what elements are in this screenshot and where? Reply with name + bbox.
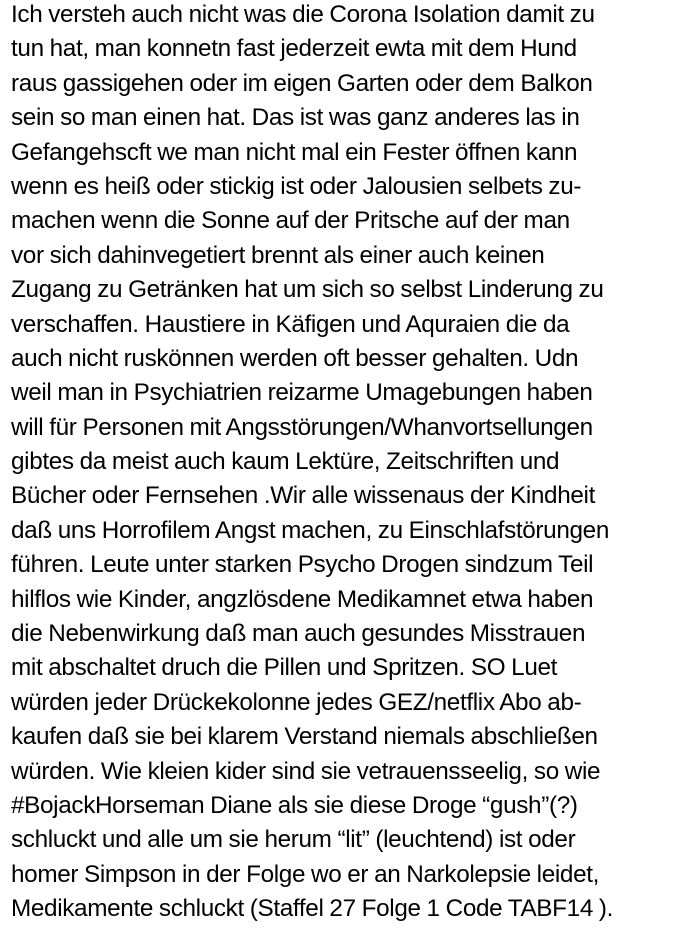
text-line: kaufen daß sie bei klarem Verstand niemals abschließen [11,723,598,751]
text-line: auch nicht ruskönnen werden oft besser gehalten. Udn [11,344,579,372]
text-line: homer Simpson in der Folge wo er an Narkolepsie leidet, [11,860,600,888]
text-line: Bücher oder Fernsehen .Wir alle wissenaus der Kindheit [11,482,595,510]
text-line: würden. Wie kleien kider sind sie vetrauensseelig, so wie [11,757,601,785]
text-line: würden jeder Drückekolonne jedes GEZ/netflix Abo ab- [11,688,582,716]
text-line: raus gassigehen oder im eigen Garten oder dem Balkon [11,69,593,97]
text-line: mit abschaltet druch die Pillen und Spritzen. SO Luet [11,654,558,682]
text-line: weil man in Psychiatrien reizarme Umagebungen haben [11,379,593,407]
text-line: Zugang zu Getränken hat um sich so selbst Linderung zu [11,276,604,304]
text-line: Medikamente schluckt (Staffel 27 Folge 1 Code TABF14 ). [11,895,614,923]
text-line: machen wenn die Sonne auf der Pritsche auf der man [11,207,570,235]
text-line: verschaffen. Haustiere in Käfigen und Aquraien die da [11,310,570,338]
text-line: daß uns Horrofilem Angst machen, zu Einschlafstörungen [11,516,609,544]
text-line: Ich versteh auch nicht was die Corona Isolation damit zu [11,1,595,28]
text-line: will für Personen mit Angsstörungen/Whanvortsellungen [11,413,593,441]
text-line: schluckt und alle um sie herum “lit” (leuchtend) ist oder [11,826,576,854]
text-line: gibtes da meist auch kaum Lektüre, Zeitschriften und [11,448,560,476]
text-line: Gefangehscft we man nicht mal ein Fester öffnen kann [11,138,578,166]
text-line: tun hat, man konnetn fast jederzeit ewta mit dem Hund [11,35,577,63]
text-line: #BojackHorseman Diane als sie diese Droge “gush”(?) [11,791,578,819]
text-line: die Nebenwirkung daß man auch gesundes Misstrauen [11,620,586,648]
body-text [11,0,681,927]
text-line: hilflos wie Kinder, angzlösdene Medikamnet etwa haben [11,585,594,613]
text-line: vor sich dahinvegetiert brennt als einer auch keinen [11,241,545,269]
text-line: sein so man einen hat. Das ist was ganz anderes las in [11,104,580,132]
text-line: wenn es heiß oder stickig ist oder Jalousien selbets zu- [11,172,582,200]
text-line: führen. Leute unter starken Psycho Drogen sindzum Teil [11,551,594,579]
